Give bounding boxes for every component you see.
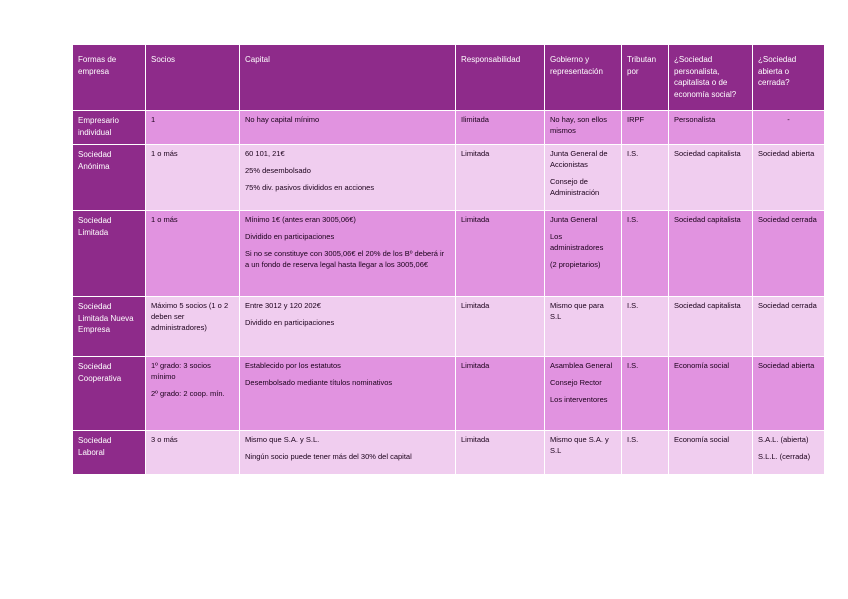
cell-tributan: I.S. xyxy=(622,211,669,297)
cell-tipo: Personalista xyxy=(669,111,753,145)
cell-socios xyxy=(146,431,240,475)
cell-tributan: I.S. xyxy=(622,145,669,211)
cell-abierta xyxy=(753,431,825,475)
cell-tipo: Economía social xyxy=(669,431,753,475)
cell-responsabilidad: Limitada xyxy=(456,297,545,357)
cell-gobierno-line: Asamblea General xyxy=(550,361,613,370)
cell-forma: Empresario individual xyxy=(73,111,146,145)
cell-gobierno-line: Los interventores xyxy=(550,394,608,404)
cell-capital-line: Mínimo 1€ (antes eran 3005,06€) xyxy=(245,215,356,224)
cell-capital-line: Entre 3012 y 120 202€ xyxy=(245,301,321,310)
cell-gobierno xyxy=(545,111,622,145)
cell-tributan: I.S. xyxy=(622,297,669,357)
cell-socios-line: 1º grado: 3 socios mínimo xyxy=(151,361,211,381)
cell-socios xyxy=(146,111,240,145)
cell-socios xyxy=(146,357,240,431)
cell-responsabilidad: Limitada xyxy=(456,357,545,431)
cell-abierta-line: - xyxy=(787,115,790,124)
table-row xyxy=(73,145,825,211)
cell-capital-line: 25% desembolsado xyxy=(245,165,311,175)
cell-tributan: IRPF xyxy=(622,111,669,145)
cell-socios-line: 1 xyxy=(151,115,156,124)
header-abierta-cerrada: ¿Sociedad abierta o cerrada? xyxy=(753,45,825,111)
cell-socios-line: 3 o más xyxy=(151,435,178,444)
cell-socios-line: 1 o más xyxy=(151,215,178,224)
cell-forma: Sociedad Limitada xyxy=(73,211,146,297)
cell-capital xyxy=(240,297,456,357)
cell-socios-line: 1 o más xyxy=(151,149,178,158)
cell-capital-line: No hay capital mínimo xyxy=(245,115,320,124)
cell-capital xyxy=(240,211,456,297)
cell-tributan: I.S. xyxy=(622,357,669,431)
cell-responsabilidad: Ilimitada xyxy=(456,111,545,145)
table-row xyxy=(73,297,825,357)
company-forms-table xyxy=(72,44,825,475)
header-tributan: Tributan por xyxy=(622,45,669,111)
cell-capital-line: Desembolsado mediante títulos nominativos xyxy=(245,377,393,387)
cell-abierta-line: Sociedad cerrada xyxy=(758,215,817,224)
cell-abierta-line: S.L.L. (cerrada) xyxy=(758,451,811,461)
cell-capital-line: Si no se constituye con 3005,06€ el 20% de los Bº deberá ir a un fondo de reserva legal hasta llegar a los 3005,06€ xyxy=(245,248,445,269)
cell-capital xyxy=(240,111,456,145)
cell-capital xyxy=(240,357,456,431)
header-capital: Capital xyxy=(240,45,456,111)
cell-socios-line: Máximo 5 socios (1 o 2 deben ser administradores) xyxy=(151,301,229,332)
cell-socios xyxy=(146,211,240,297)
cell-gobierno xyxy=(545,357,622,431)
cell-capital xyxy=(240,145,456,211)
cell-gobierno-line: Junta General de Accionistas xyxy=(550,149,608,169)
cell-capital-line: Dividido en participaciones xyxy=(245,317,335,327)
cell-capital-line: Ningún socio puede tener más del 30% del capital xyxy=(245,451,412,461)
cell-forma: Sociedad Limitada Nueva Empresa xyxy=(73,297,146,357)
cell-forma: Sociedad Laboral xyxy=(73,431,146,475)
cell-capital-line: Dividido en participaciones xyxy=(245,231,335,241)
cell-tipo: Economía social xyxy=(669,357,753,431)
cell-abierta xyxy=(753,357,825,431)
cell-forma: Sociedad Anónima xyxy=(73,145,146,211)
table-row xyxy=(73,211,825,297)
cell-responsabilidad: Limitada xyxy=(456,431,545,475)
cell-gobierno-line: (2 propietarios) xyxy=(550,259,601,269)
cell-abierta xyxy=(753,297,825,357)
cell-abierta-line: Sociedad abierta xyxy=(758,361,815,370)
cell-capital xyxy=(240,431,456,475)
cell-abierta xyxy=(753,145,825,211)
cell-abierta-line: S.A.L. (abierta) xyxy=(758,435,809,444)
header-responsabilidad: Responsabilidad xyxy=(456,45,545,111)
cell-gobierno xyxy=(545,211,622,297)
cell-gobierno xyxy=(545,431,622,475)
cell-tributan: I.S. xyxy=(622,431,669,475)
table-row xyxy=(73,431,825,475)
cell-abierta xyxy=(753,111,825,145)
header-formas: Formas de empresa xyxy=(73,45,146,111)
cell-gobierno-line: Consejo Rector xyxy=(550,377,602,387)
cell-gobierno-line: Mismo que para S.L xyxy=(550,301,604,321)
cell-capital-line: 75% div. pasivos divididos en acciones xyxy=(245,182,375,192)
cell-tipo: Sociedad capitalista xyxy=(669,145,753,211)
cell-gobierno-line: Consejo de Administración xyxy=(550,176,600,197)
cell-forma: Sociedad Cooperativa xyxy=(73,357,146,431)
cell-tipo: Sociedad capitalista xyxy=(669,211,753,297)
table-row xyxy=(73,357,825,431)
cell-abierta xyxy=(753,211,825,297)
header-tipo-sociedad: ¿Sociedad personalista, capitalista o de economía social? xyxy=(669,45,753,111)
cell-gobierno-line: Los administradores xyxy=(550,231,604,252)
cell-capital-line: Mismo que S.A. y S.L. xyxy=(245,435,320,444)
cell-abierta-line: Sociedad cerrada xyxy=(758,301,817,310)
table-header-row xyxy=(73,45,825,111)
table-row xyxy=(73,111,825,145)
cell-responsabilidad: Limitada xyxy=(456,211,545,297)
cell-gobierno-line: Mismo que S.A. y S.L xyxy=(550,435,609,455)
header-gobierno: Gobierno y representación xyxy=(545,45,622,111)
cell-tipo: Sociedad capitalista xyxy=(669,297,753,357)
cell-socios xyxy=(146,145,240,211)
cell-socios-line: 2º grado: 2 coop. mín. xyxy=(151,388,225,398)
cell-gobierno-line: No hay, son ellos mismos xyxy=(550,115,607,135)
cell-responsabilidad: Limitada xyxy=(456,145,545,211)
cell-abierta-line: Sociedad abierta xyxy=(758,149,815,158)
cell-gobierno-line: Junta General xyxy=(550,215,598,224)
cell-socios xyxy=(146,297,240,357)
header-socios: Socios xyxy=(146,45,240,111)
cell-gobierno xyxy=(545,297,622,357)
cell-capital-line: 60 101, 21€ xyxy=(245,149,285,158)
cell-capital-line: Establecido por los estatutos xyxy=(245,361,341,370)
cell-gobierno xyxy=(545,145,622,211)
